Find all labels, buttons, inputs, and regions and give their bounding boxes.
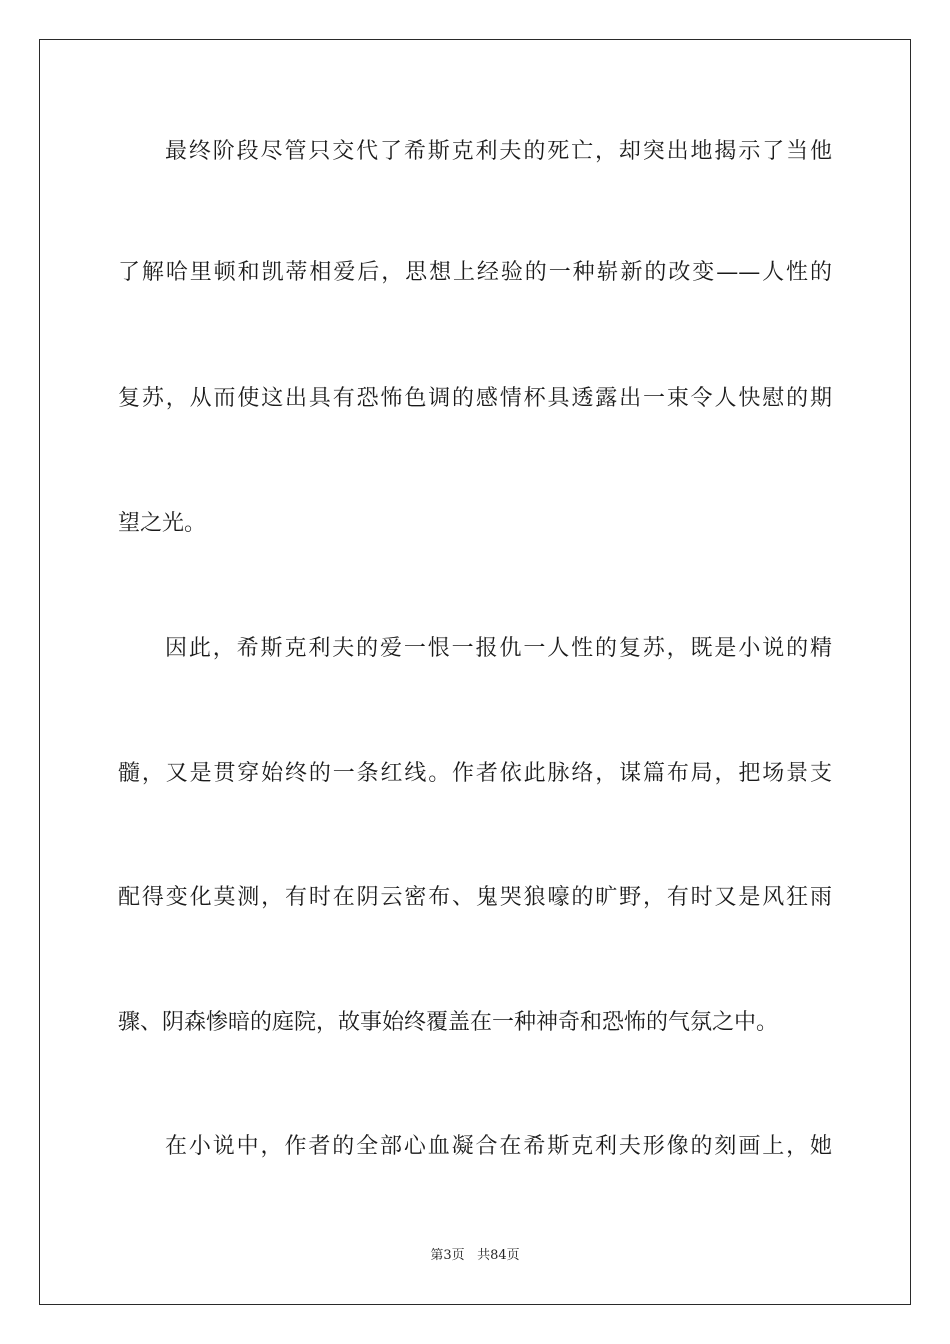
page-border bbox=[39, 39, 911, 1305]
paragraph-1-line-3: 复苏，从而使这出具有恐怖色调的感情杯具透露出一束令人快慰的期 bbox=[118, 386, 832, 411]
paragraph-1-line-1: 最终阶段尽管只交代了希斯克利夫的死亡，却突出地揭示了当他 bbox=[165, 139, 832, 164]
page-total: 共84页 bbox=[477, 1248, 520, 1263]
paragraph-2-line-3: 配得变化莫测，有时在阴云密布、鬼哭狼嚎的旷野，有时又是风狂雨 bbox=[118, 885, 832, 910]
paragraph-2-line-4: 骤、阴森惨暗的庭院，故事始终覆盖在一种神奇和恐怖的气氛之中。 bbox=[118, 1010, 779, 1035]
paragraph-2-line-2: 髓，又是贯穿始终的一条红线。作者依此脉络，谋篇布局，把场景支 bbox=[118, 761, 832, 786]
paragraph-1-line-2: 了解哈里顿和凯蒂相爱后，思想上经验的一种崭新的改变——人性的 bbox=[118, 260, 832, 285]
page-footer bbox=[0, 1246, 950, 1266]
paragraph-3-line-1: 在小说中，作者的全部心血凝合在希斯克利夫形像的刻画上，她 bbox=[165, 1134, 832, 1159]
paragraph-1-line-4: 望之光。 bbox=[118, 511, 207, 536]
page-number: 第3页 bbox=[430, 1248, 465, 1263]
paragraph-2-line-1: 因此，希斯克利夫的爱一恨一报仇一人性的复苏，既是小说的精 bbox=[165, 636, 832, 661]
